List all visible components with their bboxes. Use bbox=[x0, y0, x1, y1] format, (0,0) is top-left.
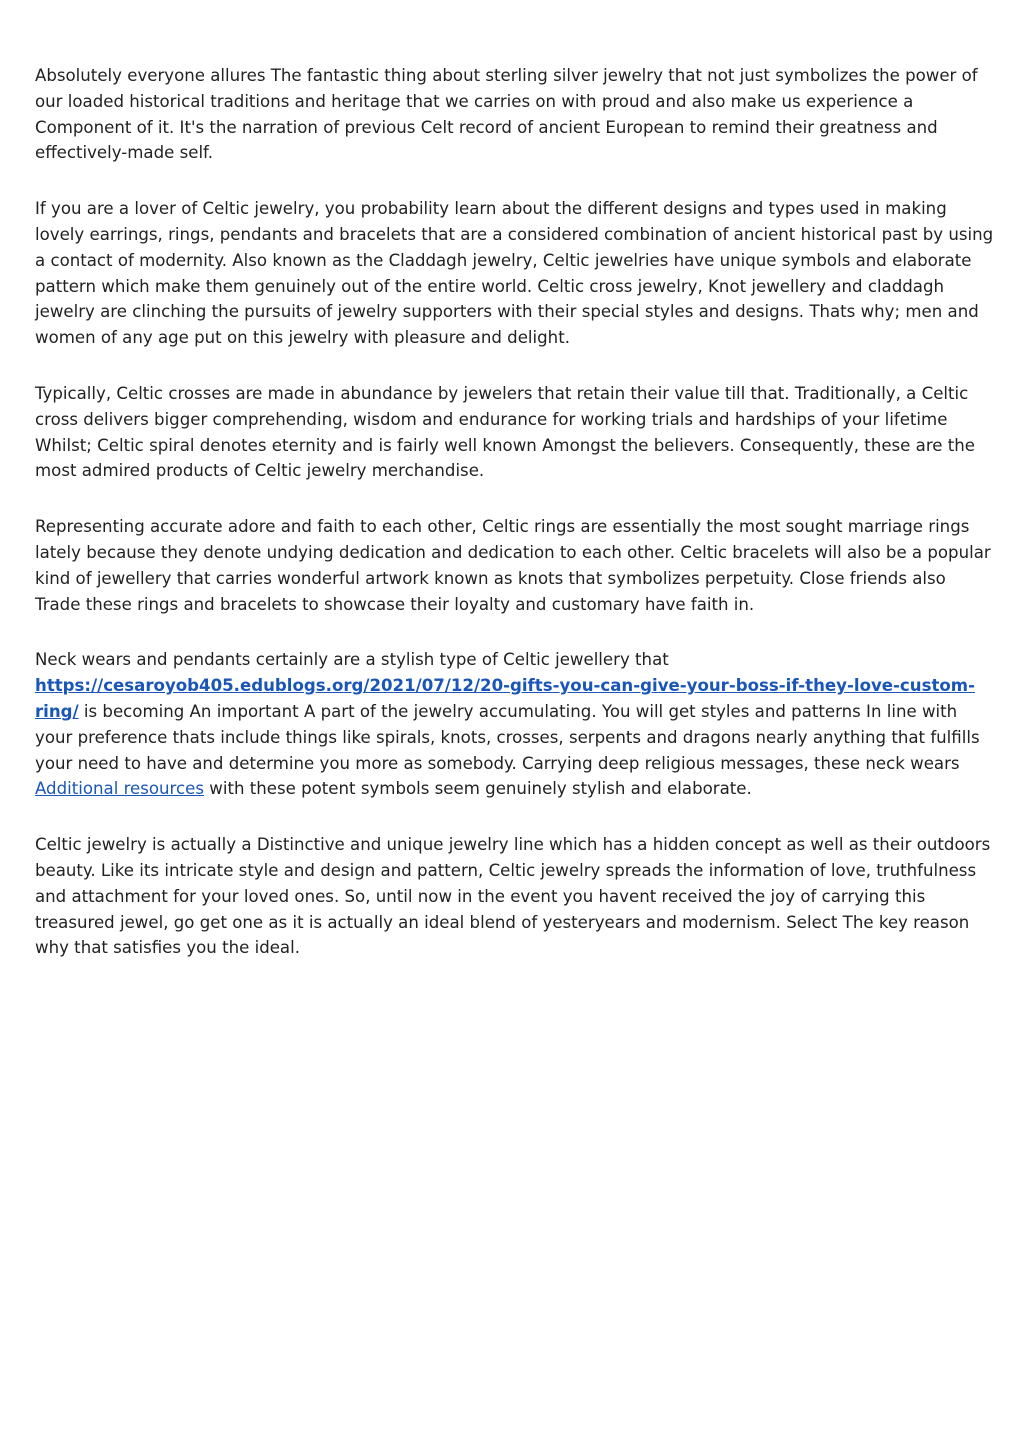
paragraph-5-text-middle: is becoming An important A part of the jewelry accumulating. You will get styles and patterns In line with your preference thats include things like spirals, knots, crosses, serpents and dragons nearly anything that fulfills your need to have and determine you more as somebody. Carrying deep religious messages, these neck wears bbox=[35, 701, 980, 773]
paragraph-4: Representing accurate adore and faith to each other, Celtic rings are essentially the most sought marriage rings lately because they denote undying dedication and dedication to each other. Celtic bracelets will also be a popular kind of jewellery that carries wonderful artwork known as knots that symbolizes perpetuity. Close friends also Trade these rings and bracelets to showcase their loyalty and customary have faith in. bbox=[35, 517, 991, 614]
paragraph-5-text-start: Neck wears and pendants certainly are a stylish type of Celtic jewellery that bbox=[35, 650, 669, 670]
edublogs-link[interactable]: https://cesaroyob405.edublogs.org/2021/07/12/20-gifts-you-can-give-your-boss-if-they-love-custom-ring/ bbox=[35, 676, 975, 721]
document-body bbox=[35, 63, 995, 991]
paragraph-6: Celtic jewelry is actually a Distinctive and unique jewelry line which has a hidden concept as well as their outdoors beauty. Like its intricate style and design and pattern, Celtic jewelry spreads the information of love, truthfulness and attachment for your loved ones. So, until now in the event you havent received the joy of carrying this treasured jewel, go get one as it is actually an ideal blend of yesteryears and modernism. Select The key reason why that satisfies you the ideal. bbox=[35, 835, 991, 958]
additional-resources-link[interactable]: Additional resources bbox=[35, 779, 204, 799]
paragraph-5-text-end: with these potent symbols seem genuinely stylish and elaborate. bbox=[204, 779, 752, 799]
paragraph-2: If you are a lover of Celtic jewelry, you probability learn about the different designs and types used in making lovely earrings, rings, pendants and bracelets that are a considered combination of ancient historical past by using a contact of modernity. Also known as the Claddagh jewelry, Celtic jewelries have unique symbols and elaborate pattern which make them genuinely out of the entire world. Celtic cross jewelry, Knot jewellery and claddagh jewelry are clinching the pursuits of jewelry supporters with their special styles and designs. Thats why; men and women of any age put on this jewelry with pleasure and delight. bbox=[35, 199, 994, 348]
paragraph-5 bbox=[35, 647, 995, 802]
paragraph-1: Absolutely everyone allures The fantastic thing about sterling silver jewelry that not just symbolizes the power of our loaded historical traditions and heritage that we carries on with proud and also make us experience a Component of it. It's the narration of previous Celt record of ancient European to remind their greatness and effectively-made self. bbox=[35, 66, 978, 163]
paragraph-3: Typically, Celtic crosses are made in abundance by jewelers that retain their value till that. Traditionally, a Celtic cross delivers bigger comprehending, wisdom and endurance for working trials and hardships of your lifetime Whilst; Celtic spiral denotes eternity and is fairly well known Amongst the believers. Consequently, these are the most admired products of Celtic jewelry merchandise. bbox=[35, 383, 976, 481]
